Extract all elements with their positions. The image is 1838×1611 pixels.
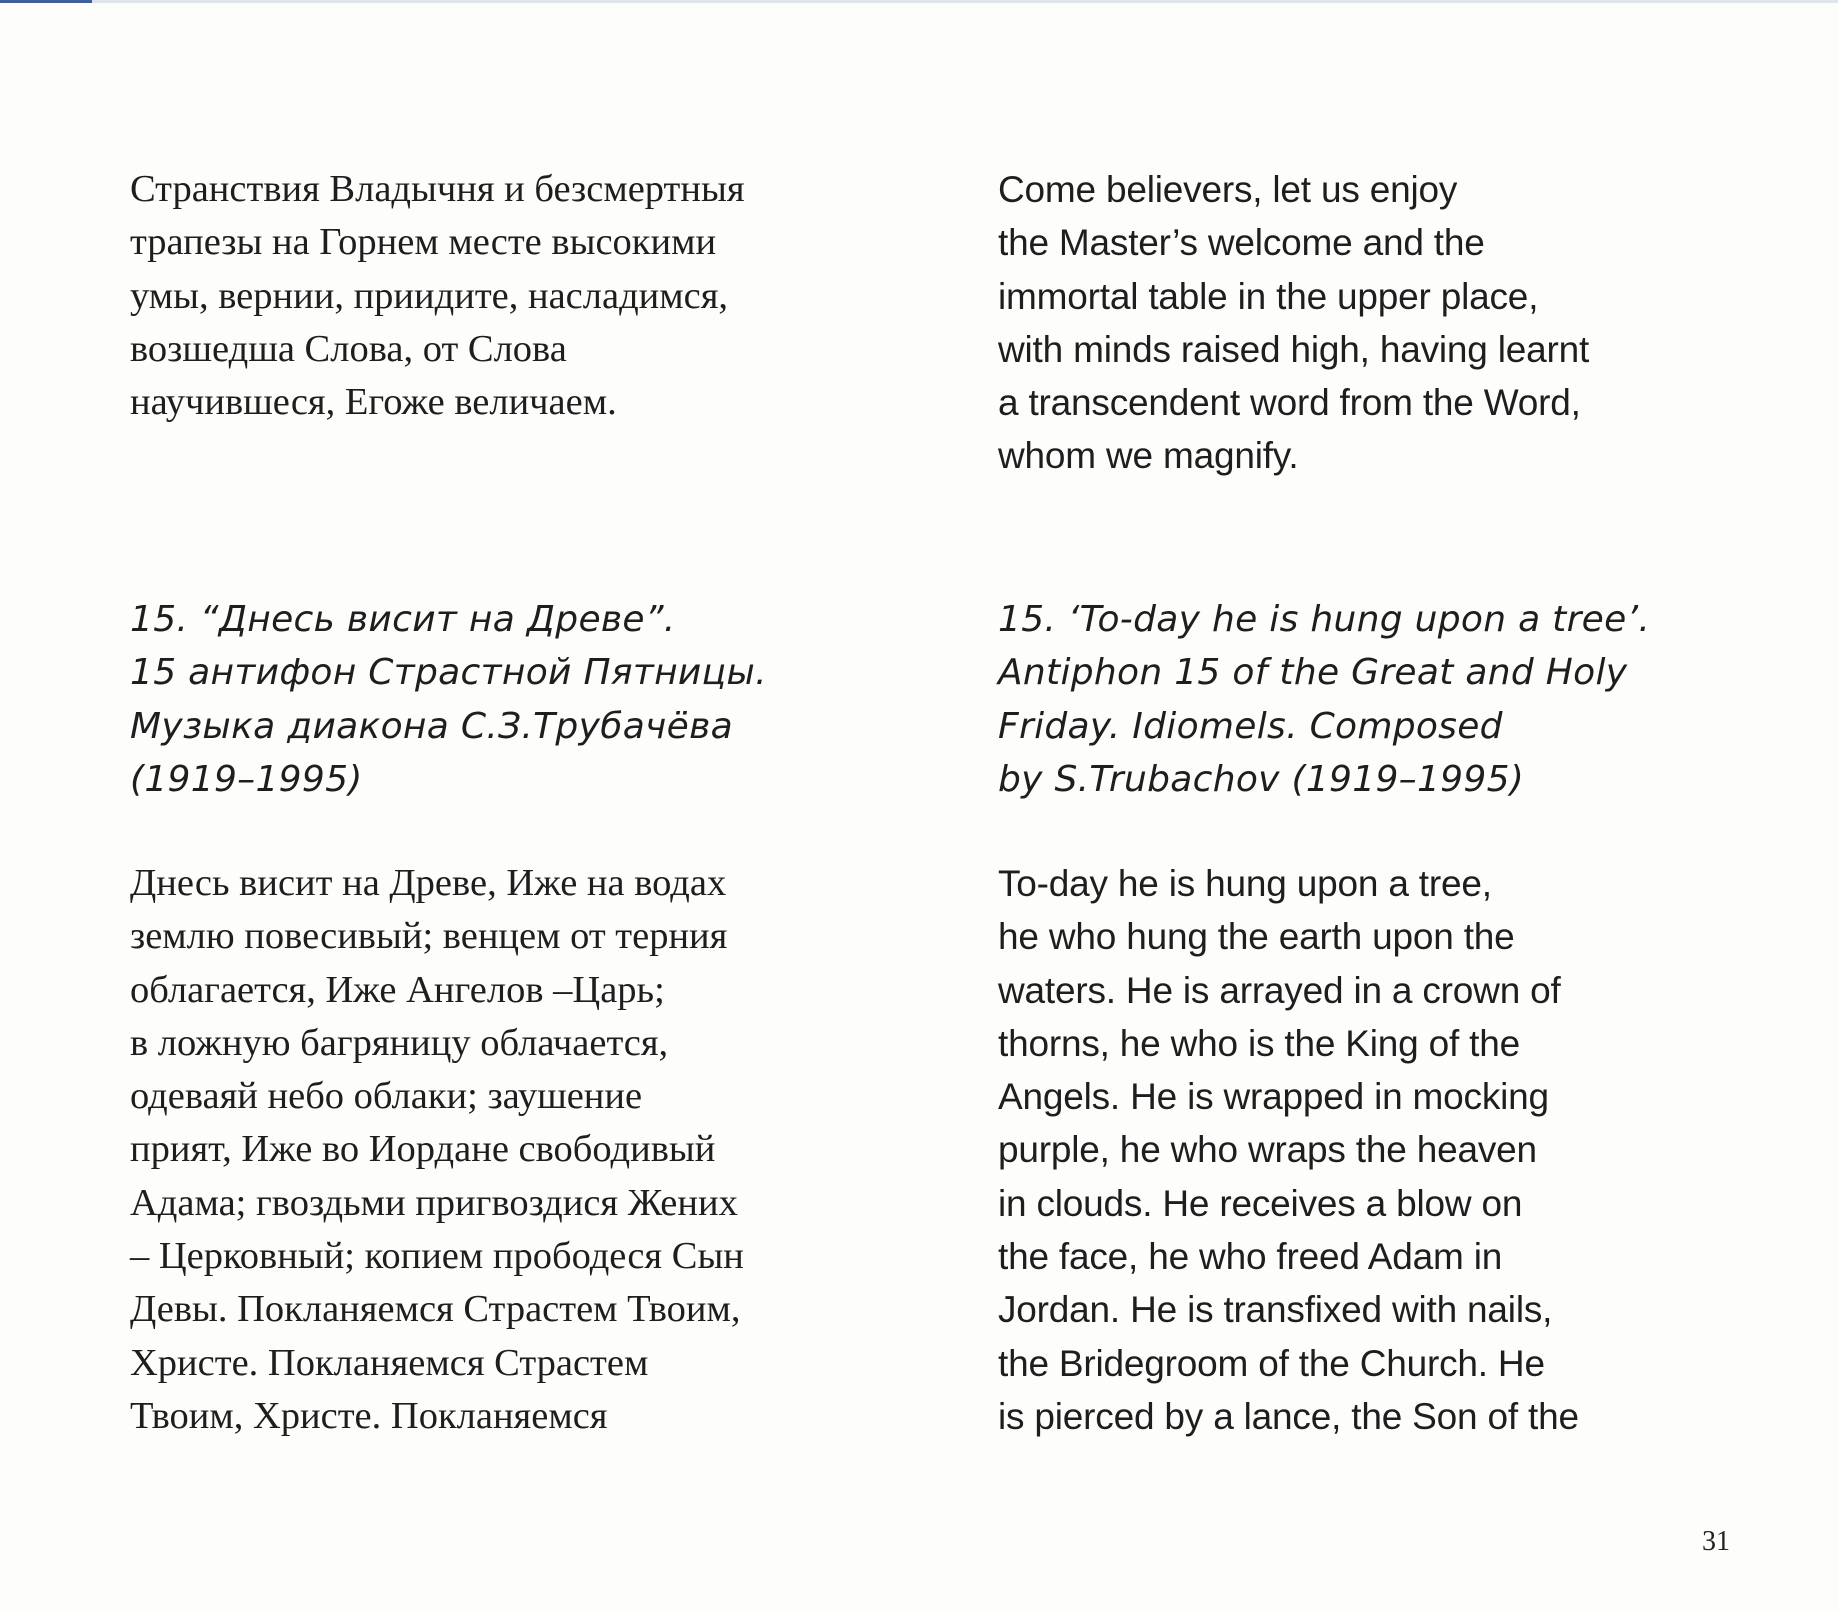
heading-line: (1919–1995) — [130, 758, 363, 800]
heading-line: Friday. Idiomels. Composed — [998, 705, 1503, 747]
text-line: the face, he who freed Adam in — [998, 1236, 1503, 1278]
text-line: whom we magnify. — [998, 435, 1299, 477]
russian-heading — [130, 593, 767, 806]
text-line: облагается, Иже Ангелов –Царь; — [130, 968, 665, 1011]
text-line: Девы. Покланяемся Страстем Твоим, — [130, 1288, 741, 1331]
top-rule — [0, 0, 1838, 3]
text-line: Христе. Покланяемся Страстем — [130, 1341, 649, 1384]
text-line: the Master’s welcome and the — [998, 222, 1485, 264]
top-rule-accent — [0, 0, 92, 3]
text-line: Come believers, let us enjoy — [998, 169, 1458, 210]
text-line: Адама; гвоздьми пригвоздися Жених — [130, 1181, 738, 1224]
english-intro-paragraph — [998, 163, 1589, 483]
heading-line: by S.Trubachov (1919–1995) — [998, 758, 1525, 800]
text-line: To-day he is hung upon a tree, — [998, 863, 1492, 904]
text-line: thorns, he who is the King of the — [998, 1022, 1521, 1064]
heading-line: 15 антифон Страстной Пятницы. — [130, 652, 767, 694]
page-number: 31 — [1702, 1526, 1730, 1557]
text-line: умы, вернии, приидите, насладимся, — [130, 274, 729, 317]
text-line: – Церковный; копием прободеся Сын — [130, 1235, 744, 1278]
text-line: is pierced by a lance, the Son of the — [998, 1395, 1579, 1437]
text-line: трапезы на Горнем месте высокими — [130, 221, 717, 264]
text-line: a transcendent word from the Word, — [998, 382, 1581, 424]
heading-line: Музыка диакона С.З.Трубачёва — [130, 705, 733, 747]
russian-body-paragraph — [130, 857, 744, 1443]
text-line: Jordan. He is transfixed with nails, — [998, 1289, 1553, 1331]
text-line: with minds raised high, having learnt — [998, 328, 1590, 370]
text-line: Днесь висит на Древе, Иже на водах — [130, 862, 727, 904]
text-line: he who hung the earth upon the — [998, 916, 1515, 958]
text-line: the Bridegroom of the Church. He — [998, 1342, 1545, 1384]
text-line: purple, he who wraps the heaven — [998, 1129, 1537, 1171]
text-line: immortal table in the upper place, — [998, 275, 1539, 317]
text-line: Странствия Владычня и безсмертныя — [130, 168, 745, 210]
heading-line: Antiphon 15 of the Great and Holy — [998, 652, 1628, 694]
english-body-paragraph — [998, 857, 1579, 1443]
text-line: в ложную багряницу облачается, — [130, 1021, 669, 1064]
text-line: Angels. He is wrapped in mocking — [998, 1076, 1549, 1118]
text-line: Твоим, Христе. Покланяемся — [130, 1394, 608, 1437]
heading-line: 15. “Днесь висит на Древе”. — [130, 599, 676, 640]
text-line: waters. He is arrayed in a crown of — [998, 969, 1561, 1011]
text-line: землю повесивый; венцем от терния — [130, 915, 728, 958]
text-line: in clouds. He receives a blow on — [998, 1182, 1523, 1224]
text-line: прият, Иже во Иордане свободивый — [130, 1128, 716, 1171]
russian-intro-paragraph — [130, 163, 745, 429]
text-line: научившеся, Егоже величаем. — [130, 381, 617, 424]
text-line: возшедша Слова, от Слова — [130, 327, 567, 370]
text-line: одеваяй небо облаки; заушение — [130, 1075, 643, 1118]
english-heading — [998, 593, 1650, 806]
heading-line: 15. ‘To-day he is hung upon a tree’. — [998, 599, 1651, 640]
